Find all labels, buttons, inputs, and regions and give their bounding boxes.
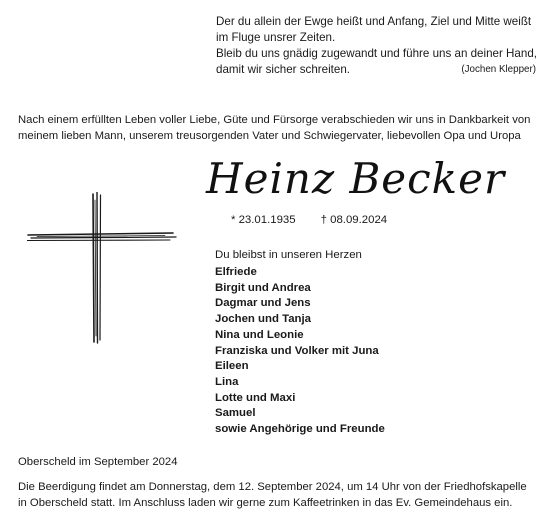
mourner: Lina <box>215 375 239 388</box>
poem-line: Bleib du uns gnädig zugewandt und führe uns an deiner Hand, <box>216 47 537 60</box>
cross-icon <box>27 192 177 344</box>
remembrance-line: Du bleibst in unseren Herzen <box>215 249 362 261</box>
intro-line: meinem lieben Mann, unserem treusorgenden Vater und Schwiegervater, liebevollen Opa und Uropa <box>18 130 521 142</box>
poem-author: (Jochen Klepper) <box>461 64 536 75</box>
life-dates <box>231 212 387 228</box>
deceased-name: Heinz Becker <box>206 154 506 203</box>
mourner: Birgit und Andrea <box>215 281 311 294</box>
mourner: Nina und Leonie <box>215 328 304 341</box>
mourner: Lotte und Maxi <box>215 391 296 404</box>
place-date: Oberscheld im September 2024 <box>18 456 178 468</box>
birth-date: * 23.01.1935 <box>231 214 296 226</box>
mourner: sowie Angehörige und Freunde <box>215 423 385 436</box>
mourner: Jochen und Tanja <box>215 313 311 326</box>
poem-line: damit wir sicher schreiten. <box>216 63 351 76</box>
death-date: † 08.09.2024 <box>320 214 388 226</box>
funeral-info <box>18 479 538 511</box>
poem-line: Der du allein der Ewge heißt und Anfang, Ziel und Mitte weißt <box>216 15 532 28</box>
mourners-list <box>215 265 385 438</box>
intro-line: Nach einem erfüllten Leben voller Liebe, Güte und Fürsorge verabschieden wir uns in Dankbarkeit von <box>18 114 531 126</box>
poem <box>216 14 536 78</box>
funeral-line: in Oberscheld statt. Im Anschluss laden wir gerne zum Kaffeetrinken in das Ev. Gemeindehaus ein. <box>18 497 513 509</box>
mourner: Elfriede <box>215 266 257 278</box>
intro-text <box>18 112 538 144</box>
mourner: Samuel <box>215 407 256 420</box>
funeral-line: Die Beerdigung findet am Donnerstag, dem 12. September 2024, um 14 Uhr von der Friedhofskapelle <box>18 481 527 493</box>
poem-line: im Fluge unsrer Zeiten. <box>216 31 336 44</box>
mourner: Franziska und Volker mit Juna <box>215 344 379 357</box>
mourner: Dagmar und Jens <box>215 297 311 310</box>
mourner: Eileen <box>215 360 249 373</box>
